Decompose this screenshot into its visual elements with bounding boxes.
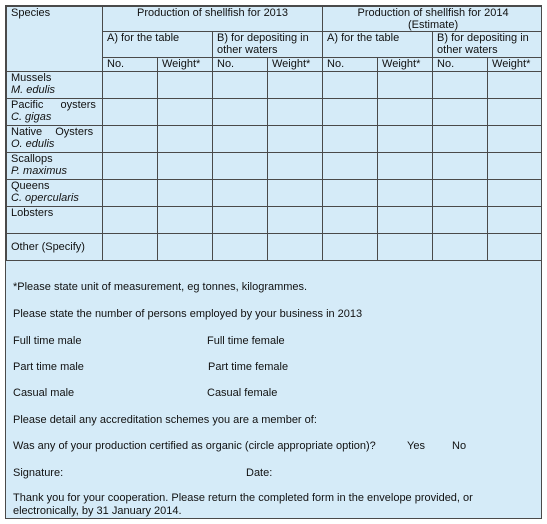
entry-cell[interactable] [323,153,378,180]
no-header: No. [433,58,488,72]
part-time-female-label[interactable]: Part time female [208,361,289,373]
entry-cell[interactable] [488,180,542,207]
entry-cell[interactable] [488,72,542,99]
col-b-2014 [433,32,542,58]
thank-you-note [13,492,535,518]
part-time-male-label[interactable]: Part time male [13,361,84,373]
entry-cell[interactable] [158,99,213,126]
production-2014-header [323,7,542,32]
entry-cell[interactable] [158,153,213,180]
entry-cell[interactable] [213,99,268,126]
production-2013-header: Production of shellfish for 2013 [103,7,323,32]
col-b-2014-line1: B) for depositing in [437,32,529,44]
species-name: Other (Specify) [11,241,85,253]
table-row [7,99,543,126]
entry-cell[interactable] [323,72,378,99]
entry-cell[interactable] [213,126,268,153]
species-latin-name: C. opercularis [11,192,79,204]
species-name: Lobsters [11,207,54,219]
production-2014-title: Production of shellfish for 2014 [357,7,509,19]
accreditation-question: Please detail any accreditation schemes you are a member of: [13,414,317,426]
entry-cell[interactable] [158,207,213,234]
species-latin-name: O. edulis [11,138,55,150]
col-b-2014-line2: other waters [437,44,498,56]
entry-cell[interactable] [213,72,268,99]
col-b-2013-line1: B) for depositing in [217,32,309,44]
entry-cell[interactable] [158,126,213,153]
species-latin-name: C. gigas [11,111,52,123]
entry-cell[interactable] [433,153,488,180]
species-cell [7,99,103,126]
form-footer-section [6,268,542,519]
species-cell [7,72,103,99]
unit-note: *Please state unit of measurement, eg tonnes, kilogrammes. [13,281,308,293]
species-cell [7,180,103,207]
entry-cell[interactable] [433,234,488,261]
table-row [7,234,543,261]
entry-cell[interactable] [158,180,213,207]
species-name: Queens [11,180,50,192]
entry-cell[interactable] [488,234,542,261]
entry-cell[interactable] [103,234,158,261]
entry-cell[interactable] [268,207,323,234]
entry-cell[interactable] [103,180,158,207]
entry-cell[interactable] [378,126,433,153]
entry-cell[interactable] [158,72,213,99]
employed-question: Please state the number of persons employed by your business in 2013 [13,308,363,320]
entry-cell[interactable] [488,99,542,126]
entry-cell[interactable] [103,126,158,153]
entry-cell[interactable] [488,126,542,153]
entry-cell[interactable] [213,207,268,234]
species-cell [7,126,103,153]
entry-cell[interactable] [433,180,488,207]
entry-cell[interactable] [433,72,488,99]
casual-male-label[interactable]: Casual male [13,387,75,399]
entry-cell[interactable] [323,126,378,153]
weight-header: Weight* [158,58,213,72]
weight-header: Weight* [268,58,323,72]
species-cell [7,207,103,234]
species-name: Native Oysters [11,126,94,138]
weight-header: Weight* [378,58,433,72]
entry-cell[interactable] [378,180,433,207]
no-header: No. [323,58,378,72]
table-row [7,180,543,207]
casual-female-label[interactable]: Casual female [207,387,278,399]
species-cell [7,153,103,180]
table-row [7,153,543,180]
date-label[interactable]: Date: [246,467,273,479]
entry-cell[interactable] [213,234,268,261]
entry-cell[interactable] [268,234,323,261]
entry-cell[interactable] [323,180,378,207]
entry-cell[interactable] [323,207,378,234]
species-name: Scallops [11,153,53,165]
organic-no-option[interactable]: No [452,440,467,452]
entry-cell[interactable] [268,72,323,99]
entry-cell[interactable] [268,126,323,153]
entry-cell[interactable] [103,153,158,180]
entry-cell[interactable] [488,153,542,180]
entry-cell[interactable] [323,99,378,126]
thank-you-line-1: Thank you for your cooperation. Please return the completed form in the envelope provided, or [13,492,473,504]
production-table [6,6,542,261]
entry-cell[interactable] [378,153,433,180]
full-time-male-label[interactable]: Full time male [13,335,82,347]
signature-label[interactable]: Signature: [13,467,64,479]
species-name: Mussels [11,72,52,84]
entry-cell[interactable] [103,99,158,126]
full-time-female-label[interactable]: Full time female [207,335,285,347]
weight-header: Weight* [488,58,542,72]
entry-cell[interactable] [433,126,488,153]
entry-cell[interactable] [488,207,542,234]
organic-yes-option[interactable]: Yes [407,440,425,452]
no-header: No. [103,58,158,72]
entry-cell[interactable] [213,153,268,180]
entry-cell[interactable] [378,99,433,126]
col-a-2013: A) for the table [103,32,213,58]
species-header: Species [7,7,103,72]
species-latin-name: M. edulis [11,84,56,96]
production-2014-estimate: (Estimate) [408,19,459,31]
entry-cell[interactable] [103,207,158,234]
entry-cell[interactable] [378,207,433,234]
species-cell [7,234,103,261]
entry-cell[interactable] [378,234,433,261]
table-row [7,126,543,153]
col-b-2013 [213,32,323,58]
shellfish-production-form [5,5,542,519]
entry-cell[interactable] [268,153,323,180]
entry-cell[interactable] [268,180,323,207]
col-b-2013-line2: other waters [217,44,278,56]
organic-question: Was any of your production certified as organic (circle appropriate option)? [13,440,376,452]
entry-cell[interactable] [323,234,378,261]
entry-cell[interactable] [433,99,488,126]
species-latin-name: P. maximus [11,165,68,177]
col-a-2014: A) for the table [323,32,433,58]
table-row [7,72,543,99]
entry-cell[interactable] [378,72,433,99]
entry-cell[interactable] [103,72,158,99]
no-header: No. [213,58,268,72]
entry-cell[interactable] [268,99,323,126]
entry-cell[interactable] [158,234,213,261]
table-row [7,207,543,234]
entry-cell[interactable] [213,180,268,207]
thank-you-line-2: electronically, by 31 January 2014. [13,505,182,517]
entry-cell[interactable] [433,207,488,234]
species-name: Pacific oysters [11,99,96,111]
